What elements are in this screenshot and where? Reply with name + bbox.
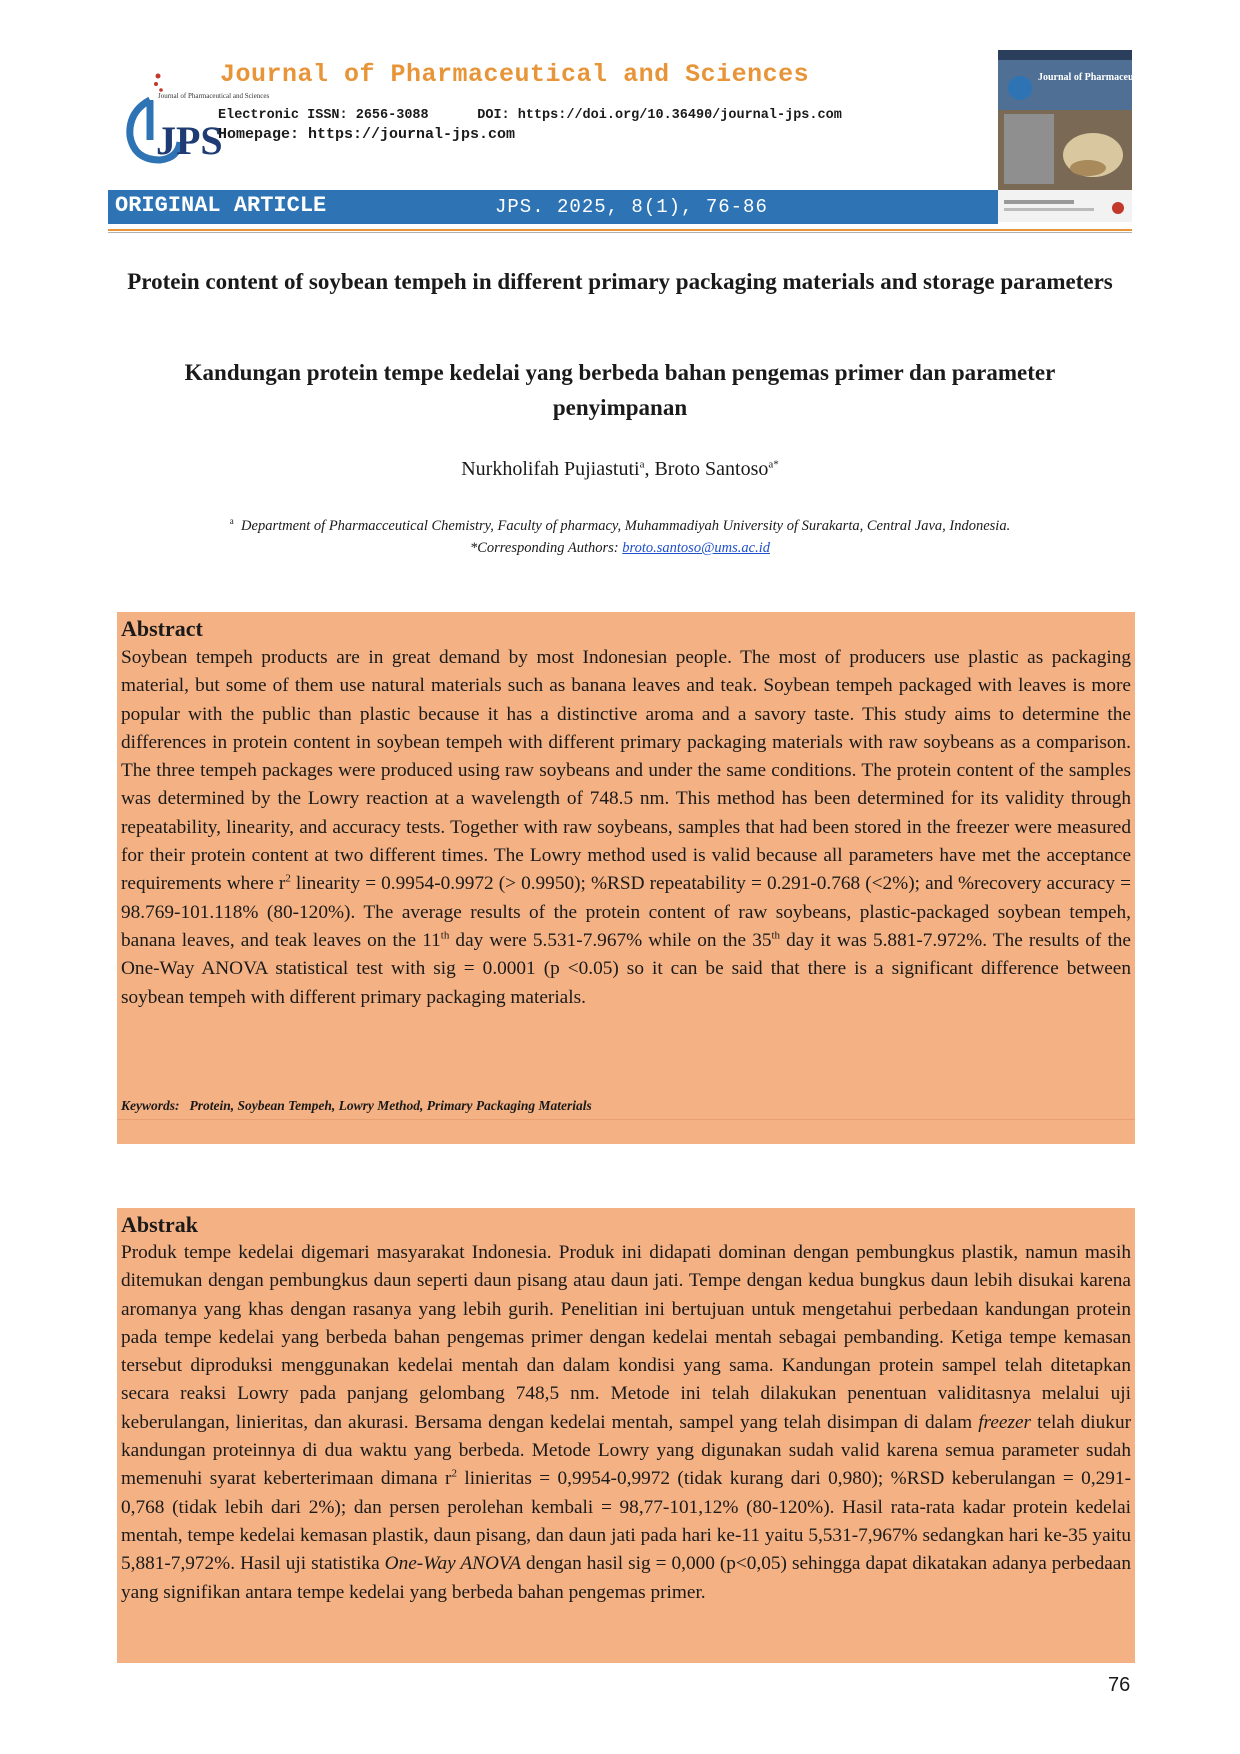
journal-name: Journal of Pharmaceutical and Sciences: [220, 60, 810, 89]
logo-letters: JPS: [156, 118, 223, 163]
corresponding-label: *Corresponding Authors:: [469, 540, 623, 556]
abstract-heading: Abstract: [121, 616, 203, 641]
article-type: ORIGINAL ARTICLE: [115, 193, 327, 218]
abstrak-heading: Abstrak: [121, 1212, 199, 1237]
superscript: 2: [451, 1467, 457, 1480]
keywords-text: Protein, Soybean Tempeh, Lowry Method, Primary Packaging Materials: [189, 1098, 592, 1113]
keywords-label: Keywords:: [121, 1098, 180, 1113]
homepage-line[interactable]: Homepage: https://journal-jps.com: [218, 126, 516, 143]
title-english: Protein content of soybean tempeh in different primary packaging materials and storage parameters: [127, 269, 1113, 294]
superscript: th: [440, 929, 450, 942]
abstract-text: linearity = 0.9954-0.9972 (> 0.9950); %RSD repeatability = 0.291-0.768 (<2%); and %recovery accuracy = 98.769-101.118% (80-120%). The average results of the protein content of raw soybeans, plastic-packaged soybean tempeh, banana leaves, and teak leaves on the 11: [121, 873, 1131, 951]
abstract-body: [121, 644, 1131, 1012]
keywords: [121, 1098, 592, 1114]
author-sup: a*: [768, 458, 779, 471]
author-name: Broto Santoso: [654, 458, 769, 480]
author-sup: a: [639, 458, 645, 471]
authors: [120, 458, 1120, 481]
abstrak-text: telah diukur kandungan proteinnya di dua waktu yang berbeda. Metode Lowry yang digunakan sudah valid karena semua parameter sudah memenuhi syarat keberterimaan dimana r: [121, 1411, 1132, 1490]
abstract-indonesian-box: [117, 1208, 1135, 1663]
page-number: 76: [1108, 1674, 1131, 1696]
cover-title: Journal of Pharmaceutical and Sciences: [1038, 72, 1209, 83]
affiliation: [120, 516, 1120, 535]
header-divider-secondary: [108, 232, 1132, 233]
author-separator: ,: [644, 458, 655, 480]
italic-term: freezer: [978, 1411, 1032, 1433]
abstract-english-box: [117, 612, 1135, 1144]
abstract-text: day it was 5.881-7.972%. The results of the One-Way ANOVA statistical test with sig = 0.0001 (p <0.05) so it can be said that there is a significant difference between soybean tempeh with different primary packaging materials.: [121, 929, 1131, 1008]
abstrak-text: dengan hasil sig = 0,000 (p<0,05) sehingga dapat dikatakan adanya perbedaan yang signifikan antara tempe kedelai yang berbeda bahan pengemas primer.: [121, 1553, 1131, 1603]
journal-logo: [120, 70, 270, 165]
corresponding-email-link[interactable]: broto.santoso@ums.ac.id: [622, 540, 770, 556]
abstrak-text: Produk tempe kedelai digemari masyarakat Indonesia. Produk ini didapati dominan dengan pembungkus plastik, namun masih ditemukan dengan pembungkus daun seperti daun pisang atau daun jati. Tempe dengan kedua bungkus daun lebih disukai karena aromanya yang khas dengan rasanya yang lebih gurih. Penelitian ini bertujuan untuk mengetahui perbedaan kandungan protein pada tempe kedelai yang berbeda bahan pengemas primer dengan kedelai mentah sebagai pembanding. Ketiga tempe kemasan tersebut diproduksi menggunakan kedelai mentah dan dalam kondisi yang sama. Kandungan protein sampel telah ditetapkan secara reaksi Lowry pada panjang gelombang 748,5 nm. Metode ini telah dilakukan penentuan validitasnya melalui uji keberulangan, linieritas, dan akurasi. Bersama dengan kedelai mentah, sampel yang telah disimpan di dalam: [121, 1242, 1131, 1433]
title-indonesian: Kandungan protein tempe kedelai yang berbeda bahan pengemas primer dan parameter penyimpanan: [184, 360, 1056, 420]
corresponding-author: [120, 540, 1120, 557]
author-name: Nurkholifah Pujiastuti: [461, 458, 640, 480]
citation: JPS. 2025, 8(1), 76-86: [495, 196, 768, 218]
header-divider: [108, 229, 1132, 231]
issn-doi-line[interactable]: Electronic ISSN: 2656-3088 DOI: https://doi.org/10.36490/journal-jps.com: [218, 108, 842, 123]
italic-term: One-Way ANOVA: [384, 1553, 522, 1575]
superscript: 2: [285, 872, 291, 885]
abstrak-text: linieritas = 0,9954-0,9972 (tidak kurang dari 0,980); %RSD keberulangan = 0,291-0,768 (tidak lebih dari 2%); dan persen perolehan kembali = 98,77-101,12% (80-120%). Hasil rata-rata kadar protein kedelai mentah, tempe kedelai kemasan plastik, daun pisang, dan daun jati pada hari ke-11 yaitu 5,531-7,967% sedangkan hari ke-35 yaitu 5,881-7,972%. Hasil uji statistika: [121, 1468, 1131, 1575]
affiliation-sup: a: [229, 516, 234, 526]
affiliation-text: Department of Pharmacceutical Chemistry, Faculty of pharmacy, Muhammadiyah University of Surakarta, Central Java, Indonesia.: [241, 517, 1011, 534]
superscript: th: [771, 929, 781, 942]
abstract-text: day were 5.531-7.967% while on the 35: [449, 929, 772, 951]
journal-cover-image: [998, 50, 1209, 222]
keywords-divider: [117, 1119, 1135, 1120]
logo-caption: Journal of Pharmaceutical and Sciences: [158, 92, 270, 100]
abstrak-body: [121, 1239, 1131, 1607]
abstract-text: Soybean tempeh products are in great demand by most Indonesian people. The most of producers use plastic as packaging material, but some of them use natural materials such as banana leaves and teak. Soybean tempeh packaged with leaves is more popular with the public than plastic because it has a distinctive aroma and a savory taste. This study aims to determine the differences in protein content in soybean tempeh with different primary packaging materials with raw soybeans as a comparison. The three tempeh packages were produced using raw soybeans and under the same conditions. The protein content of the samples was determined by the Lowry reaction at a wavelength of 748.5 nm. This method has been determined for its validity through repeatability, linearity, and accuracy tests. Together with raw soybeans, samples that had been stored in the freezer were measured for their protein content at two different times. The Lowry method used is valid because all parameters have met the acceptance requirements where r: [121, 647, 1131, 895]
